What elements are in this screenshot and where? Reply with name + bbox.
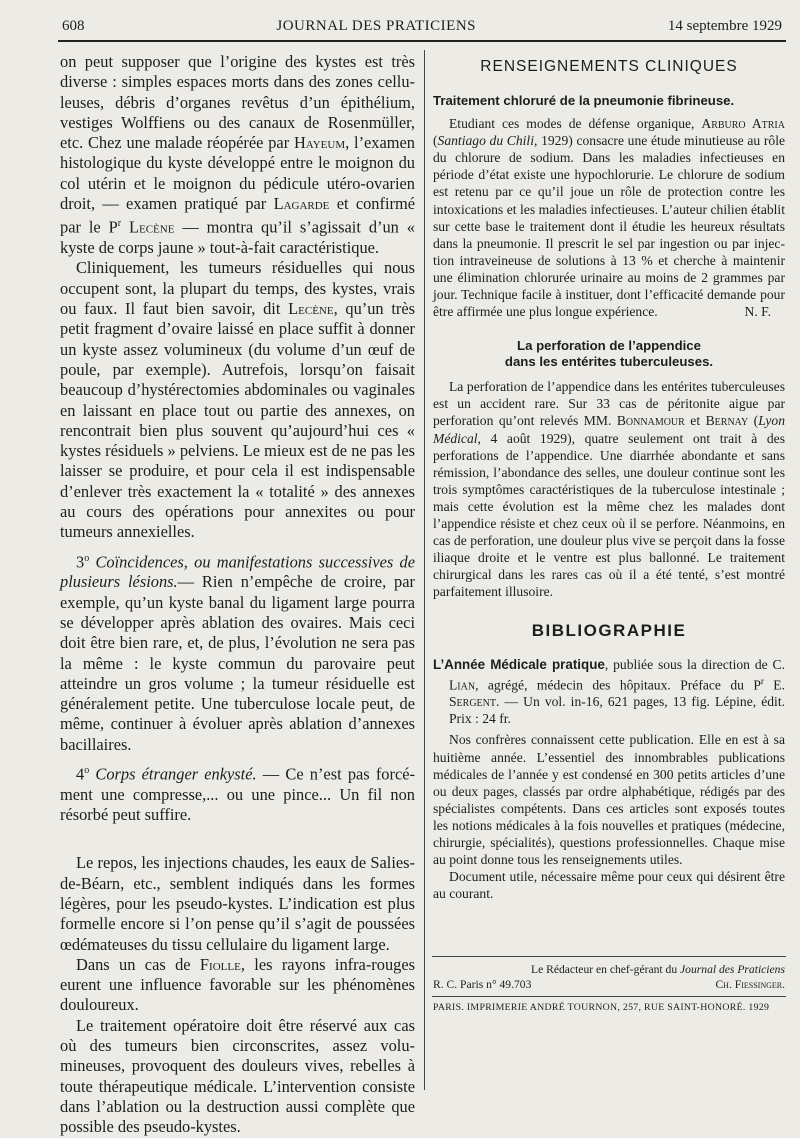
printer-line: PARIS. IMPRIMERIE ANDRÉ TOURNON, 257, RUE SAINT-HONORÉ. 1929 (433, 1002, 770, 1013)
left-paragraph-2: Cliniquement, les tumeurs résiduelles qui nous occupent sont, la plupart du temps, des kystes, vrais ou faux. Il faut bien savoir, dit Lecène, qu’un très petit fragment d’ovaire laissé en place suffit à donner un kyste assez volumineux (du volume d’un œuf de poule, par exemple). Autrefois, lorsqu’on faisait beaucoup d’hystérectomies abdominales ou vaginales en laissant en place tout ou partie des annexes, on rencontrait bien plus souvent qu’aujourd’hui ces « kystes résiduels » pelviens. Le mieux est de ne pas les laisser se produire, et pour cela il est indispensable d’enlever très exactement la « totalité » des annexes au cours des opérations pour annexites ou pour tumeurs annexielles. (60, 258, 416, 542)
bibliography-review-1: Nos confrères connaissent cette publication. Elle en est à sa huitième année. L’essentiel des innombrables publications médicales de l’année y est condensé en 300 petits articles d’une ou deux pages, classés par ordre alphabétique, rédigés par des spécialistes compétents. Dans ces articles sont exposés toutes les notions médicales à la fois nouvelles et pratiques (médecine, chirurgie, spécialités), questions professionnelles. Chaque mise au point donne tous les renseignements utiles. (433, 732, 785, 868)
issue-date: 14 septembre 1929 (667, 17, 782, 34)
trade-register: R. C. Paris n° 49.703 (433, 978, 532, 991)
left-column (60, 52, 415, 1138)
editor-name: Ch. Fiessinger. (715, 978, 785, 991)
imprint-block (433, 962, 785, 992)
section-heading-clinical: RENSEIGNEMENTS CLINIQUES (480, 58, 738, 75)
page-number: 608 (62, 17, 85, 34)
journal-title: JOURNAL DES PRATICIENS (276, 17, 476, 34)
footer-rule-2 (432, 996, 786, 997)
article-2-body: La perforation de l’appendice dans les entérites tuberculeuses est un accident rare. Sur 33 cas de péritonite aigue par perforation qu’ont relevés MM. Bonnamour et Bernay (Lyon Médical, 4 août 1929), quatre seulement ont trait à des perforations de l’appendice. Une diarrhée abondante et sans rémission, l’abondance des selles, une douleur continue sont les trois symptômes caractéristiques de la tuberculose intestinale ; mais cette évolution est la même chez les malades dont l’appendice résiste et chez ceux où il se perfore. Néanmoins, en cas de perforation, une douleur plus vive se perçoit dans la fosse iliaque droite et le ventre est plus ballonné. Le traitement chirurgical dans les rares cas où il a été tenté, s’est montré parfaitement illusoire. (433, 379, 785, 600)
right-column (433, 58, 785, 902)
column-divider (424, 50, 425, 1090)
bibliography-entry: L’Année Médicale pratique, publiée sous la direction de C. Lian, agrégé, médecin des hôpitaux. Préface du $P^r$ E. Sergent. — Un vol. in-16, 621 pages, 13 fig. Lépine, édit. Prix : 24 fr. (433, 656, 785, 727)
section-heading-bibliography: BIBLIOGRAPHIE (531, 621, 687, 641)
left-paragraph-1: on peut supposer que l’origine des kystes est très diverse : simples espaces morts dans des zones celluleuses, débris d’organes revêtus d’un épithélium, vestiges Wolffiens ou des canaux de Rosenmüller, etc. Chez une malade réopérée par Hayeum, l’examen histologique du kyste développé entre le moignon du col utérin et le moignon du pédicule utéro-ovarien droit, — examen pratiqué par Lagarde et confirmé par le $P^r$ Lecène — montra qu’il s’agissait d’un « kyste de corps jaune » tout-à-fait caractéristique. (60, 52, 416, 258)
page-header (62, 14, 782, 38)
left-paragraph-3: 3$^o$ Coïncidences, ou manifestations successives de plusieurs lésions.— Rien n’empêche de croire, par exemple, qu’un kyste banal du ligament large pourra se développer après ablation des ovaires. Mais ceci doit être bien rare, et, de plus, l’évolution ne sera pas la même : le kyste commun du parovaire peut atteindre un gros volume ; la tumeur résiduelle est généralement petite. Une tuberculose locale peut, de même, continuer à évoluer après ablation d’annexes bacillaires. (60, 552, 415, 754)
article-1-title: Traitement chloruré de la pneumonie fibrineuse. (433, 93, 735, 109)
left-paragraph-6: Dans un cas de Fiolle, les rayons infra-rouges eurent une influence favorable sur les phénomènes douloureux. (60, 954, 415, 1015)
footer-rule (432, 956, 786, 957)
article-1-signature: N. F. (744, 304, 771, 320)
left-paragraph-7: Le traitement opératoire doit être réservé aux cas où des tumeurs bien circonscrites, assez volumineuses, provoquent des douleurs vives, rebelles à toute thérapeutique médicale. L’intervention consiste dans l’ablation ou la destruction aussi complète que possible des pseudo-kystes. (60, 1015, 415, 1137)
left-paragraph-4: 4$^o$ Corps étranger enkysté. — Ce n’est pas forcément une compresse,... ou une pince... Un fil non résorbé peut suffire. (60, 764, 415, 825)
article-2-title: La perforation de l’appendice dans les entérites tuberculeuses. (504, 338, 714, 370)
editor-line: Le Rédacteur en chef-gérant du Journal des Praticiens (530, 963, 785, 976)
article-1-body: Etudiant ces modes de défense organique, Arburo Atria (Santiago du Chili, 1929) consacre une étude minutieuse au rôle du chlorure de sodium. Dans les maladies infectieuses en période d’état existe une hypochlorurie. Le chlorure de sodium est retenu par ce qu’il joue un rôle de protection contre les intoxications et les maladies infectieuses. L’auteur chilien établit sur cette base le traitement dont il étudie les heureux résultats dans la pneumonie. Il prescrit le sel par ingestion ou par injection intraveineuse de solutions à 13 % et cherche à maintenir une élimination chlorurée urinaire au moins de 2 grammes par jour. Technique facile à instituer, dont l’efficacité demande pour être affirmée une plus longue expérience. N. F. (433, 116, 785, 320)
left-paragraph-5: Le repos, les injections chaudes, les eaux de Salies-de-Béarn, etc., semblent indiqués dans les formes légères, pour les pseudo-kystes. L’indication est plus formelle encore si l’on pense qu’il s’agit de poussées œdémateuses du tissu cellulaire du ligament large. (60, 853, 415, 954)
bibliography-review-2: Document utile, nécessaire même pour ceux qui désirent être au courant. (433, 869, 785, 902)
header-rule (58, 40, 786, 42)
